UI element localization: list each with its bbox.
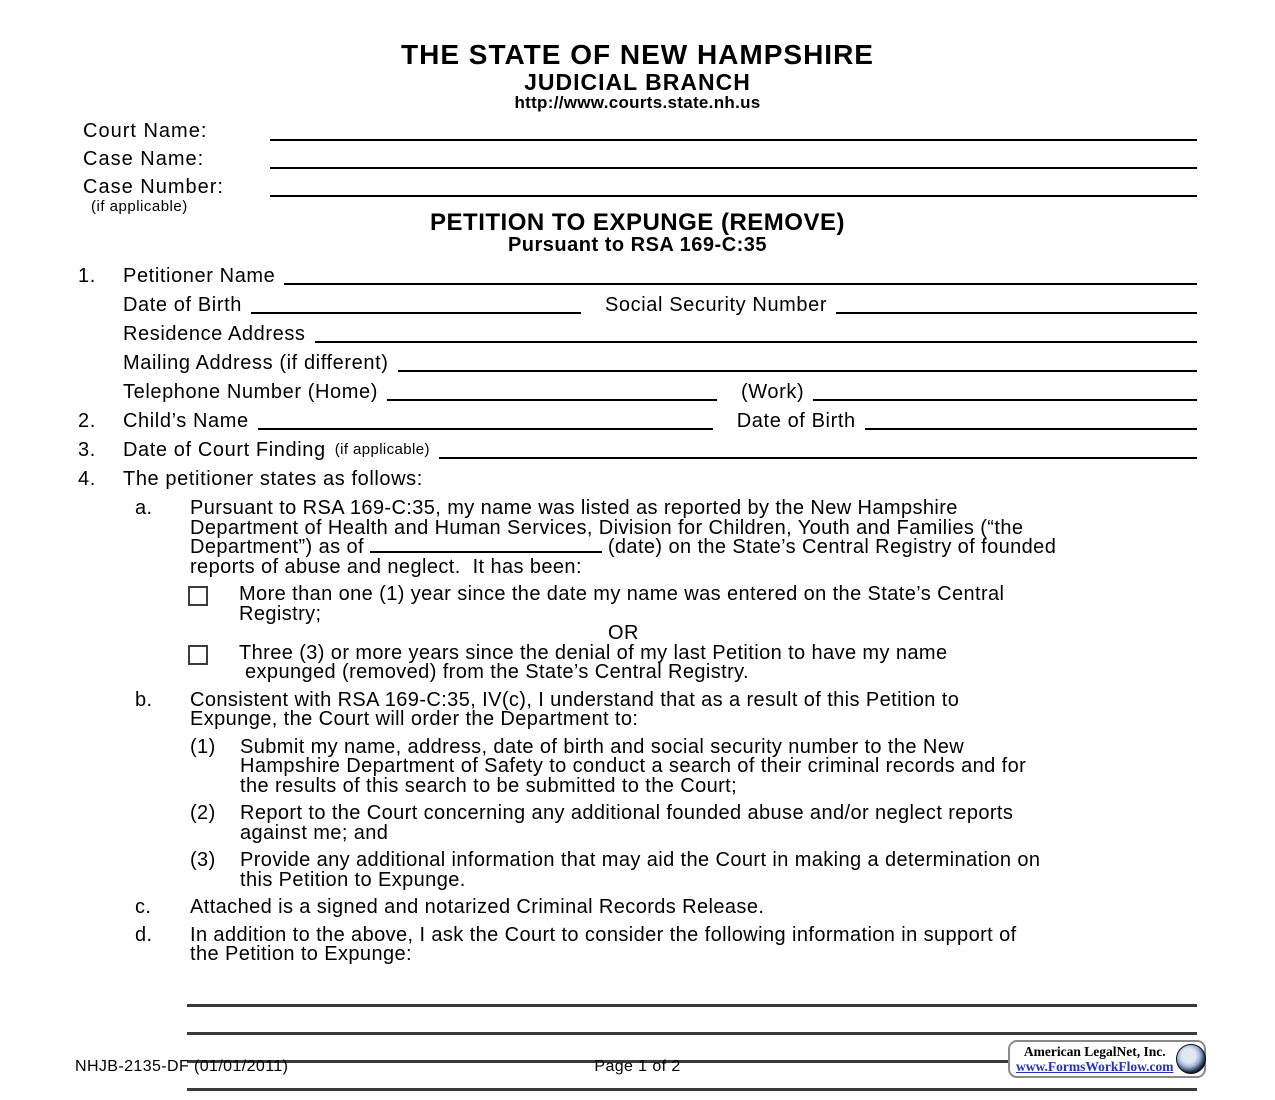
court-finding-field-line[interactable] (439, 456, 1197, 459)
globe-icon (1176, 1044, 1206, 1074)
paragraph-line: Submit my name, address, date of birth and social security number to the New (240, 735, 965, 758)
case-info-block (0, 116, 1275, 215)
section-a (0, 499, 1275, 577)
paragraph-line: the results of this search to be submitted to the Court; (240, 774, 738, 797)
sub1-number: (1) (190, 735, 216, 758)
option2-checkbox[interactable] (188, 645, 208, 665)
petition-subtitle: Pursuant to RSA 169-C:35 (507, 234, 768, 256)
child-name-label: Child’s Name (123, 410, 249, 432)
paragraph-line: Report to the Court concerning any additional founded abuse and/or neglect reports (240, 802, 1014, 824)
case-name-field-line[interactable] (270, 166, 1197, 169)
vendor-name: American LegalNet, Inc. (1023, 1044, 1166, 1059)
phone-home-label: Telephone Number (Home) (123, 381, 379, 403)
paragraph-line: Consistent with RSA 169-C:35, IV(c), I understand that as a result of this Petition to (190, 688, 960, 711)
paragraph-line: Pursuant to RSA 169-C:35, my name was listed as reported by the New Hampshire (190, 497, 958, 519)
paragraph-line: Hampshire Department of Safety to conduct a search of their criminal records and for (240, 755, 1027, 777)
sub3-number: (3) (190, 849, 216, 871)
child-dob-field-line[interactable] (865, 427, 1197, 430)
option2-text (239, 641, 948, 683)
residence-row (0, 317, 1197, 346)
option1-checkbox[interactable] (188, 586, 208, 606)
item1-number: 1. (78, 265, 96, 287)
form-number: NHJB-2135-DF (01/01/2011) (75, 1058, 289, 1075)
option2-line: Three (3) or more years since the denial of my last Petition to have my name (239, 641, 948, 664)
option1-line: More than one (1) year since the date my name was entered on the State’s Central (239, 583, 1005, 605)
paragraph-line: Provide any additional information that may aid the Court in making a determination on (240, 849, 1041, 871)
mailing-label: Mailing Address (if different) (123, 352, 389, 374)
option2-line: expunged (removed) from the State’s Central Registry. (245, 661, 750, 683)
item4-number: 4. (78, 468, 96, 490)
phone-work-label: (Work) (741, 381, 805, 403)
line3-post: (date) on the State’s Central Registry of founded (601, 536, 1057, 558)
branch-subtitle: JUDICIAL BRANCH (524, 69, 751, 95)
case-number-row (83, 172, 1197, 215)
paragraph-line: Expunge, the Court will order the Department to: (190, 708, 639, 730)
state-title: THE STATE OF NEW HAMPSHIRE (401, 39, 874, 70)
child-name-field-line[interactable] (258, 427, 713, 430)
item3-number: 3. (78, 439, 96, 461)
additional-info-line[interactable] (187, 1007, 1197, 1035)
case-number-field-line[interactable] (270, 194, 1197, 197)
line3-pre: Department”) as of (190, 536, 370, 558)
item4-intro-row (0, 462, 1197, 491)
vendor-text (1016, 1044, 1174, 1074)
courts-url: http://www.courts.state.nh.us (514, 93, 761, 112)
phone-work-field-line[interactable] (813, 398, 1197, 401)
section-b-letter: b. (135, 688, 153, 711)
paragraph-line: In addition to the above, I ask the Court to consider the following information in support of (190, 923, 1017, 946)
court-finding-row (0, 433, 1197, 462)
petitioner-fields (0, 259, 1275, 491)
court-finding-note: (if applicable) (334, 441, 430, 458)
sub2-text (240, 804, 1207, 843)
paragraph-line-with-blank (190, 538, 1203, 558)
page-indicator: Page 1 of 2 (594, 1058, 681, 1075)
paragraph-line: against me; and (240, 821, 389, 844)
mailing-row (0, 346, 1197, 375)
paragraph-line: this Petition to Expunge. (240, 868, 466, 891)
section-a-letter: a. (135, 497, 153, 519)
or-separator: OR (608, 622, 639, 644)
paragraph-line: the Petition to Expunge: (190, 943, 412, 965)
case-number-label: Case Number: (83, 176, 224, 198)
additional-info-line[interactable] (187, 979, 1197, 1007)
section-b-text (190, 688, 1203, 730)
section-d-text (190, 923, 1203, 965)
form-header (0, 0, 1275, 111)
petitioner-name-field-line[interactable] (284, 282, 1197, 285)
section-c (0, 898, 1275, 918)
section-c-letter: c. (135, 896, 152, 918)
dob-ssn-row (0, 288, 1197, 317)
phone-home-field-line[interactable] (387, 398, 717, 401)
section-a-text (190, 499, 1203, 577)
option1-line: Registry; (239, 602, 322, 625)
sub2-number: (2) (190, 802, 216, 824)
paragraph-line: Attached is a signed and notarized Criminal Records Release. (190, 896, 765, 918)
court-name-field-line[interactable] (270, 138, 1197, 141)
section-d-letter: d. (135, 923, 153, 946)
item4-intro: The petitioner states as follows: (123, 468, 423, 490)
paragraph-line: reports of abuse and neglect. It has been: (190, 555, 582, 578)
section-b (0, 688, 1275, 730)
option1-row (188, 585, 1275, 624)
court-finding-label: Date of Court Finding (123, 439, 326, 461)
case-number-note: (if applicable) (91, 198, 188, 215)
case-name-label: Case Name: (83, 148, 205, 170)
sub3-text (240, 851, 1207, 890)
residence-label: Residence Address (123, 323, 306, 345)
child-dob-label: Date of Birth (736, 410, 856, 432)
option1-text (239, 585, 1004, 624)
item2-number: 2. (78, 410, 96, 432)
sub1-text (240, 735, 1207, 797)
option2-row (188, 641, 1275, 683)
section-c-text (190, 898, 1203, 918)
case-name-row (83, 144, 1197, 171)
petitioner-name-row (0, 259, 1197, 288)
vendor-stamp (1008, 1040, 1206, 1078)
section-b-sub3 (0, 851, 1275, 890)
child-name-row (0, 404, 1197, 433)
court-name-label: Court Name: (83, 120, 208, 142)
dob-label: Date of Birth (123, 294, 242, 316)
vendor-url-link[interactable]: www.FormsWorkFlow.com (1016, 1059, 1174, 1074)
ssn-label: Social Security Number (604, 294, 828, 316)
paragraph-line: Department of Health and Human Services, Division for Children, Youth and Families (“the (190, 516, 1024, 539)
section-b-sub1 (0, 735, 1275, 797)
section-d (0, 923, 1275, 965)
phone-row (0, 375, 1197, 404)
dob-field-line[interactable] (251, 311, 581, 314)
ssn-field-line[interactable] (836, 311, 1197, 314)
date-blank-line[interactable] (370, 539, 602, 553)
section-b-sub2 (0, 804, 1275, 843)
court-name-row (83, 116, 1197, 143)
petition-title-block (0, 211, 1275, 255)
mailing-field-line[interactable] (398, 369, 1197, 372)
petition-title: PETITION TO EXPUNGE (REMOVE) (430, 209, 845, 236)
petitioner-name-label: Petitioner Name (123, 265, 276, 287)
residence-field-line[interactable] (315, 340, 1197, 343)
